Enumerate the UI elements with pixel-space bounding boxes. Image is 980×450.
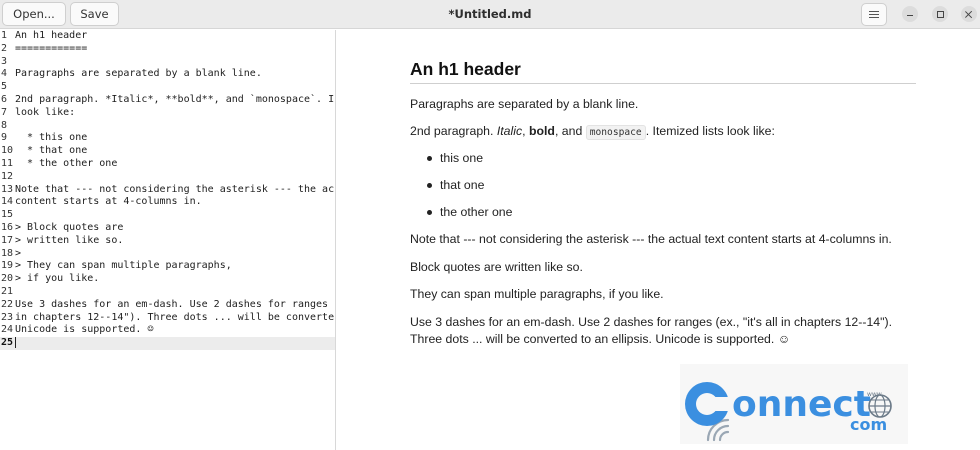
list-item: that one <box>410 178 920 205</box>
line-number: 18 <box>1 247 14 259</box>
line-number: 11 <box>1 157 14 169</box>
line-number: 14 <box>1 196 14 208</box>
preview-paragraph-2 <box>410 124 920 138</box>
editor-line[interactable] <box>15 56 335 69</box>
line-number: 5 <box>1 81 8 93</box>
line-number: 23 <box>1 311 14 323</box>
hamburger-menu-icon <box>869 11 879 19</box>
markdown-editor[interactable] <box>0 30 335 450</box>
p2-italic: Italic <box>496 124 523 138</box>
window-title: *Untitled.md <box>448 7 532 21</box>
preview-paragraph-4: Block quotes are written like so. <box>410 260 583 274</box>
preview-list <box>410 151 920 232</box>
editor-line[interactable]: content starts at 4-columns in. <box>15 196 202 208</box>
line-number: 17 <box>1 234 14 246</box>
editor-text-area[interactable] <box>15 30 335 350</box>
line-number: 10 <box>1 145 14 157</box>
p2-bold: bold <box>528 124 555 138</box>
editor-line[interactable]: Unicode is supported. ☺ <box>15 324 154 336</box>
main-menu-button[interactable] <box>861 3 887 26</box>
line-number: 15 <box>1 209 14 221</box>
editor-line[interactable]: in chapters 12--14"). Three dots ... will be converte <box>15 311 335 323</box>
line-number: 9 <box>1 132 8 144</box>
line-number: 19 <box>1 260 14 272</box>
editor-line[interactable] <box>15 120 335 133</box>
p2-monospace: monospace <box>586 125 646 140</box>
list-item: this one <box>410 151 920 178</box>
line-number: 25 <box>1 337 14 349</box>
editor-line[interactable]: > if you like. <box>15 273 100 285</box>
editor-line[interactable]: > <box>15 247 22 259</box>
line-number: 20 <box>1 273 14 285</box>
line-number: 3 <box>1 55 8 67</box>
connect-logo <box>680 364 908 444</box>
line-number: 4 <box>1 68 8 80</box>
close-icon <box>965 10 973 18</box>
line-number: 8 <box>1 119 8 131</box>
preview-paragraph-1: Paragraphs are separated by a blank line. <box>410 97 639 111</box>
preview-paragraph-6: Use 3 dashes for an em-dash. Use 2 dashes for ranges (ex., "it's all in chapters 12--14"). Three dots ... will be converted to an ellipsis. Unicode is supported. ☺ <box>410 315 893 346</box>
preview-paragraph-3: Note that --- not considering the asterisk --- the actual text content starts at 4-columns in. <box>410 232 892 246</box>
line-number: 22 <box>1 298 14 310</box>
editor-line[interactable]: Paragraphs are separated by a blank line. <box>15 68 262 80</box>
editor-line[interactable] <box>15 286 335 299</box>
editor-line[interactable]: Note that --- not considering the asterisk --- the ac <box>15 183 335 195</box>
editor-line[interactable]: > Block quotes are <box>15 221 124 233</box>
editor-line[interactable] <box>15 171 335 184</box>
p2-sep2: , and <box>554 124 586 138</box>
open-button[interactable]: Open... <box>2 2 66 26</box>
close-button[interactable] <box>961 6 977 22</box>
editor-line[interactable]: Use 3 dashes for an em-dash. Use 2 dashes for ranges <box>15 298 329 310</box>
logo-www: www <box>867 391 882 398</box>
editor-line[interactable]: > They can span multiple paragraphs, <box>15 260 232 272</box>
line-number: 16 <box>1 221 14 233</box>
editor-line[interactable] <box>15 209 335 222</box>
editor-line[interactable]: * that one <box>15 145 88 157</box>
maximize-icon <box>937 11 944 18</box>
line-number: 1 <box>1 30 8 41</box>
editor-line[interactable]: * the other one <box>15 157 118 169</box>
line-number-gutter <box>0 30 14 350</box>
editor-line[interactable]: * this one <box>15 132 88 144</box>
minimize-icon <box>907 15 913 17</box>
editor-line[interactable]: ============ <box>15 42 88 54</box>
editor-line[interactable]: An h1 header <box>15 30 88 41</box>
preview-paragraph-5: They can span multiple paragraphs, if you like. <box>410 287 664 301</box>
editor-line[interactable] <box>15 81 335 94</box>
p2-suffix: . Itemized lists look like: <box>645 124 775 138</box>
editor-line[interactable]: look like: <box>15 106 76 118</box>
line-number: 24 <box>1 324 14 336</box>
list-item: the other one <box>410 205 920 232</box>
header-bar <box>0 0 980 29</box>
editor-line[interactable]: 2nd paragraph. *Italic*, **bold**, and `monospace`. I <box>15 93 335 105</box>
line-number: 6 <box>1 93 8 105</box>
logo-com: com <box>850 415 888 434</box>
line-number: 13 <box>1 183 14 195</box>
logo-text: onnect <box>732 384 871 425</box>
maximize-button[interactable] <box>932 6 948 22</box>
line-number: 12 <box>1 170 14 182</box>
line-number: 21 <box>1 285 14 297</box>
p2-sep1: , <box>522 124 529 138</box>
text-cursor <box>15 337 16 348</box>
preview-h1: An h1 header <box>410 59 916 84</box>
minimize-button[interactable] <box>902 6 918 22</box>
editor-line[interactable] <box>15 337 335 350</box>
save-button[interactable]: Save <box>70 2 119 26</box>
p2-prefix: 2nd paragraph. <box>410 124 497 138</box>
line-number: 7 <box>1 106 8 118</box>
line-number: 2 <box>1 42 8 54</box>
editor-line[interactable]: > written like so. <box>15 234 124 246</box>
